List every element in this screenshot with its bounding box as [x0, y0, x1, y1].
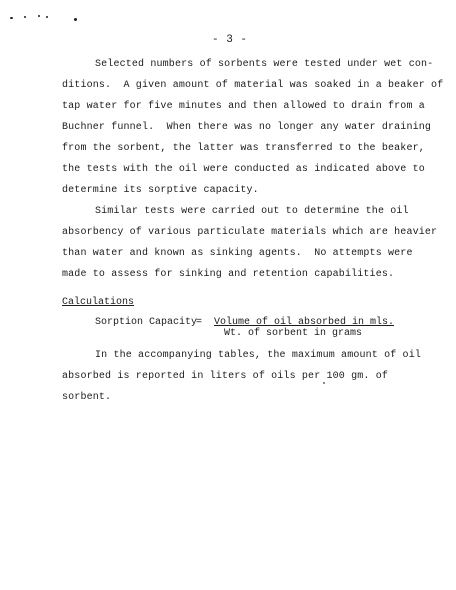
formula-denominator: Wt. of sorbent in grams	[224, 328, 363, 339]
formula-equals: =	[196, 317, 203, 328]
paragraph-line: ditions. A given amount of material was soaked in a beaker of	[62, 80, 444, 91]
paragraph-line: absorbency of various particulate materials which are heavier	[62, 227, 438, 238]
scan-speck	[38, 15, 40, 17]
paragraph-line: than water and known as sinking agents. No attempts were	[62, 248, 413, 259]
paragraph-line: from the sorbent, the latter was transferred to the beaker,	[62, 143, 425, 154]
page-number: - 3 -	[212, 34, 248, 46]
paragraph-line: In the accompanying tables, the maximum amount of oil	[95, 350, 422, 361]
paragraph-line: made to assess for sinking and retention capabilities.	[62, 269, 395, 280]
paragraph-line: absorbed is reported in liters of oils per 100 gm. of	[62, 371, 389, 382]
paragraph-line: tap water for five minutes and then allowed to drain from a	[62, 101, 425, 112]
paragraph-line: Buchner funnel. When there was no longer any water draining	[62, 122, 432, 133]
scan-speck	[46, 16, 48, 18]
scan-speck	[74, 18, 77, 21]
paragraph-line: Selected numbers of sorbents were tested under wet con-	[95, 59, 434, 70]
section-heading: Calculations	[62, 297, 135, 308]
formula-numerator: Volume of oil absorbed in mls.	[214, 317, 395, 328]
paragraph-line: the tests with the oil were conducted as indicated above to	[62, 164, 425, 175]
scan-speck	[323, 382, 325, 384]
paragraph-line: sorbent.	[62, 392, 112, 403]
scan-speck	[24, 16, 26, 18]
paragraph-line: Similar tests were carried out to determine the oil	[95, 206, 409, 217]
formula-label: Sorption Capacity	[95, 317, 198, 328]
paragraph-line: determine its sorptive capacity.	[62, 185, 259, 196]
scan-speck	[10, 17, 13, 19]
